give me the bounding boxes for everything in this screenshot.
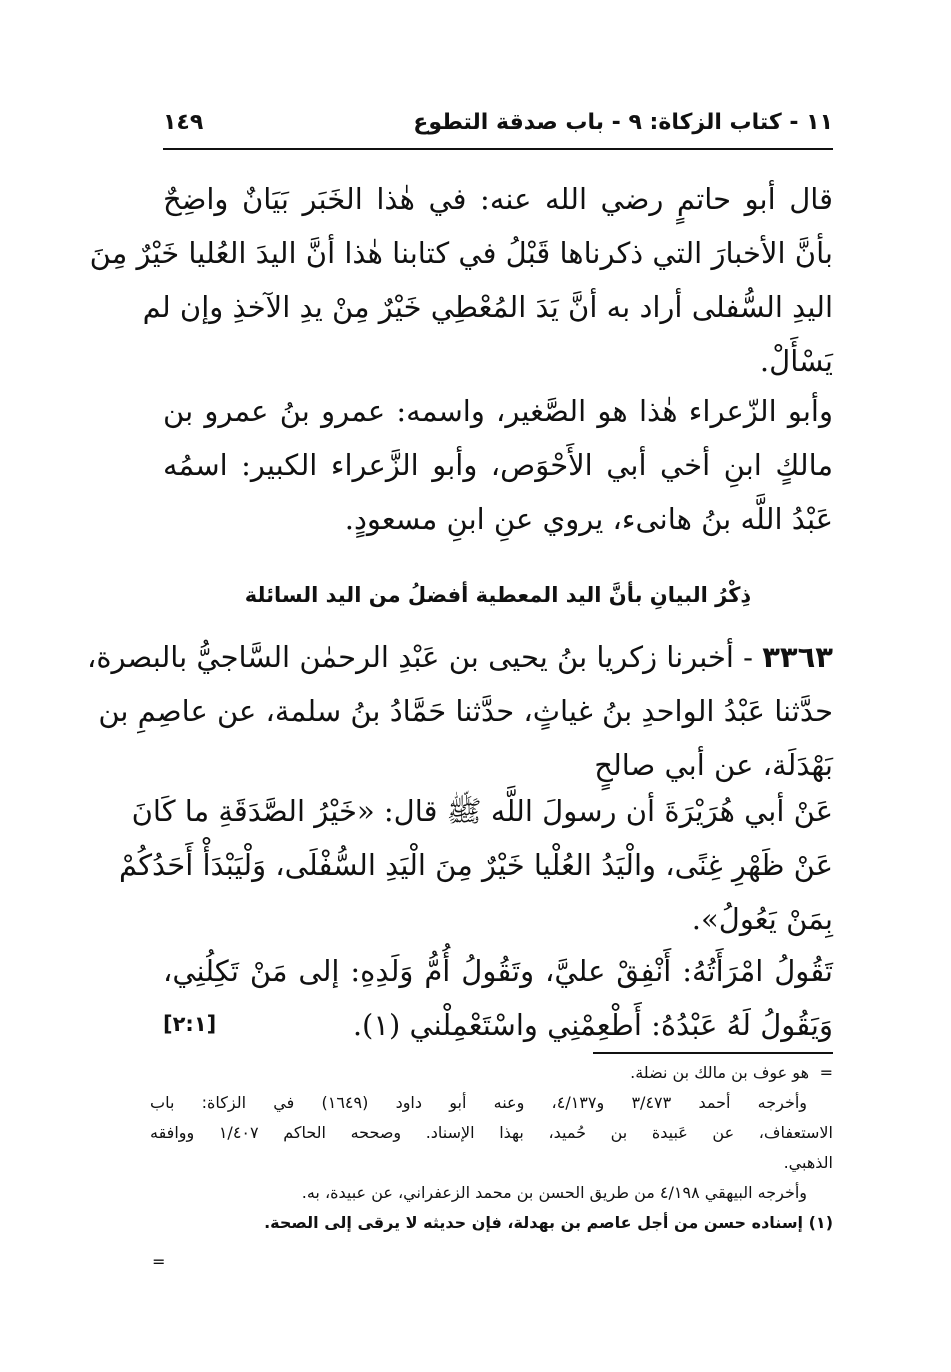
text-line: بأنَّ الأخبارَ التي ذكرناها قَبْلُ في كتابنا هٰذا أنَّ اليدَ العُليا خَيْرٌ مِنَ [89, 236, 833, 270]
hadith-grade-reference: [٢:١] [163, 1012, 217, 1036]
continuation-end-mark: = [152, 1252, 166, 1271]
commentary-paragraph [89, 172, 833, 388]
footnote-line: (١) إسناده حسن من أجل عاصم بن بهدلة، فإن حديثه لا يرقى إلى الصحة. [264, 1213, 833, 1232]
text-line: تَقُولُ امْرَأَتُهُ: أَنْفِقْ عليَّ، وتَقُولُ أُمُّ وَلَدِهِ: إلى مَنْ تَكِلُنِي، [163, 954, 833, 988]
isnad-paragraph [87, 630, 833, 792]
text-line: قال أبو حاتمٍ رضي الله عنه: في هٰذا الخَبَر بَيَانٌ واضِحٌ [163, 182, 833, 216]
running-header [163, 106, 833, 146]
continuation-mark: = [819, 1063, 833, 1082]
text-line: حدَّثنا عَبْدُ الواحدِ بنُ غياثٍ، حدَّثنا حَمَّادُ بنُ سلمة، عن عاصِمِ بن [98, 694, 833, 728]
text-line: عَبْدُ اللَّه بنُ هانىء، يروي عنِ ابنِ مسعودٍ. [344, 502, 833, 536]
text-line: اليدِ السُّفلى أراد به أنَّ يَدَ المُعْطِي خَيْرٌ مِنْ يدِ الآخذِ وإن لم [142, 290, 833, 324]
text-line [87, 630, 833, 684]
footnote-line: وأخرجه البيهقي ٤/١٩٨ من طريق الحسن بن محمد الزعفراني، عن عبيدة، به. [301, 1183, 807, 1202]
text-line: مالكٍ ابنِ أخي أبي الأَحْوَص، وأبو الزَّعراء الكبير: اسمُه [163, 448, 833, 482]
footnote-line: وأخرجه أحمد ٣/٤٧٣ و٤/١٣٧، وعنه أبو داود (١٦٤٩) في الزكاة: باب [150, 1093, 808, 1112]
header-rule [163, 148, 833, 150]
footnote-line: الاستعفاف، عن عَبيدة بن حُميد، بهذا الإسناد. وصححه الحاكم ١/٤٠٧ ووافقه [150, 1123, 833, 1142]
footnote-line: الذهبي. [783, 1153, 833, 1172]
hadith-number: ٣٣٦٣ [762, 640, 833, 674]
text-line: عَنْ ظَهْرِ غِنًى، والْيَدُ العُلْيا خَيْرٌ مِنَ الْيَدِ السُّفْلَى، وَلْيَبْدَأْ أَحَدُكُمْ [118, 848, 833, 882]
footnote-line: =هو عوف بن مالك بن نضلة. [150, 1058, 833, 1088]
footnote-rule [593, 1052, 833, 1054]
footnotes [150, 1058, 833, 1238]
text-line: بَهْدَلَة، عن أبي صالحٍ [594, 748, 833, 782]
narrator-note-paragraph [163, 384, 833, 546]
section-heading: ذِكْرُ البيانِ بأنَّ اليد المعطية أفضلُ من اليد السائلة [244, 583, 752, 607]
text-line: عَنْ أبي هُرَيْرَةَ أن رسولَ اللَّه ﷺ قال: «خَيْرُ الصَّدَقَةِ ما كَانَ [131, 794, 833, 828]
page-number: ١٤٩ [163, 110, 204, 135]
text-line: يَسْأَلْ. [759, 344, 833, 378]
text-line: وَيَقُولُ لَهُ عَبْدُهُ: أَطْعِمْنِي واسْتَعْمِلْني (١). [352, 1008, 833, 1042]
text-line: وأبو الزّعراء هٰذا هو الصَّغير، واسمه: عمرو بنُ عمرو بن [163, 394, 833, 428]
text-line: بِمَنْ يَعُولُ». [691, 902, 833, 936]
isnad-text: - أخبرنا زكريا بنُ يحيى بن عَبْدِ الرحمٰن السَّاجيُّ بالبصرة، [87, 640, 753, 674]
matn-paragraph [118, 784, 833, 946]
matn-continuation-paragraph [163, 944, 833, 1052]
chapter-title: ١١ - كتاب الزكاة: ٩ - باب صدقة التطوع [413, 110, 833, 135]
